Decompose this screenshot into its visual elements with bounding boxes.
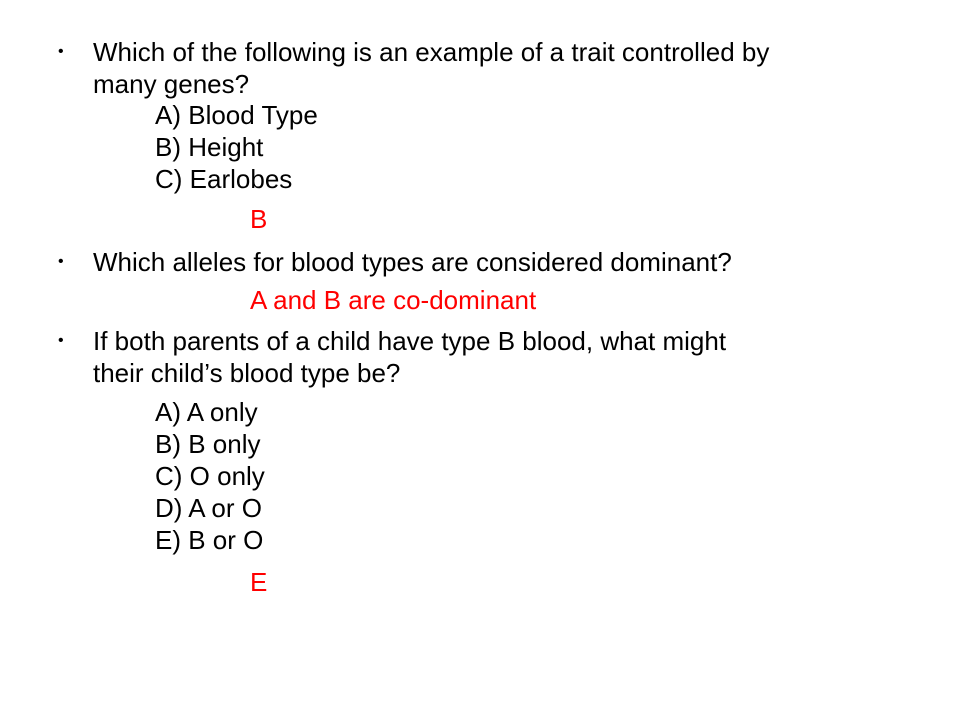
q3-line2: their child’s blood type be? [93,358,401,388]
q3-option-e: E) B or O [155,525,264,555]
q3-answer: E [250,567,268,597]
bullet-icon: • [58,43,64,60]
bullet-icon: • [58,253,64,270]
q1-answer: B [250,204,268,234]
q1-line1: Which of the following is an example of a trait controlled by [93,37,770,67]
bullet-icon: • [58,332,64,349]
q1-option-b: B) Height [155,132,264,162]
q2-answer: A and B are co-dominant [250,285,537,315]
q1-option-c: C) Earlobes [155,164,293,194]
q2-text: Which alleles for blood types are considered dominant? [93,247,732,277]
q1-line2: many genes? [93,69,250,99]
q3-line1: If both parents of a child have type B blood, what might [93,326,727,356]
q3-option-d: D) A or O [155,493,262,523]
q1-option-a: A) Blood Type [155,100,318,130]
q3-option-c: C) O only [155,461,265,491]
q3-option-a: A) A only [155,397,258,427]
q3-option-b: B) B only [155,429,261,459]
